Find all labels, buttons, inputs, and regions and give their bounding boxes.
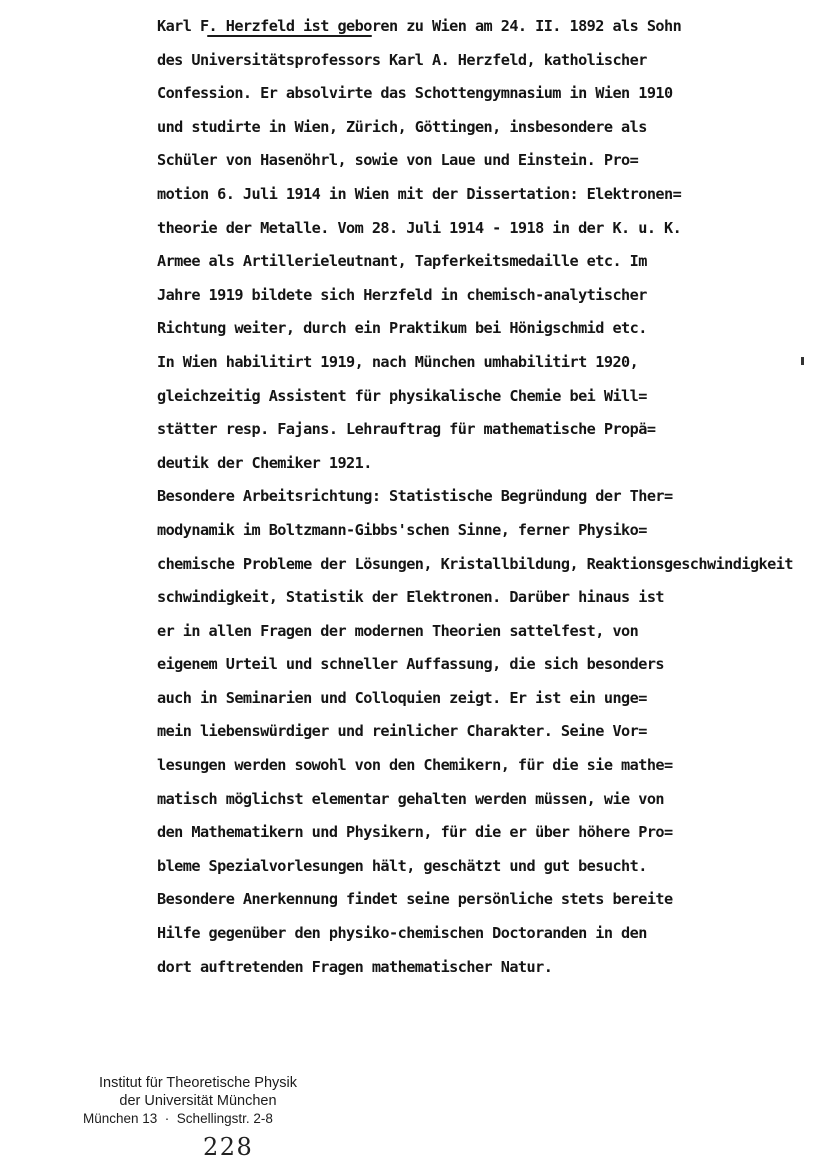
- text-line: Karl F. Herzfeld ist geboren zu Wien am 24. II. 1892 als Sohn: [157, 17, 682, 35]
- text-line: eigenem Urteil und schneller Auffassung, die sich besonders: [157, 655, 665, 674]
- text-line: er in allen Fragen der modernen Theorien sattelfest, von: [157, 621, 639, 640]
- text-line: Jahre 1919 bildete sich Herzfeld in chemisch-analytischer: [157, 285, 647, 304]
- text-line: des Universitätsprofessors Karl A. Herzfeld, katholischer: [157, 50, 647, 69]
- text-line: gleichzeitig Assistent für physikalische Chemie bei Will=: [157, 386, 647, 405]
- text-line: theorie der Metalle. Vom 28. Juli 1914 - 1918 in der K. u. K.: [157, 218, 682, 237]
- typescript-body: [157, 10, 831, 984]
- text-line: motion 6. Juli 1914 in Wien mit der Dissertation: Elektronen=: [157, 184, 682, 203]
- stamp-university-name: der Universität München: [119, 1093, 277, 1109]
- text-line: Hilfe gegenüber den physiko-chemischen Doctoranden in den: [157, 924, 647, 943]
- stamp-institute-name: Institut für Theoretische Physik: [99, 1075, 297, 1091]
- text-line: schwindigkeit, Statistik der Elektronen. Darüber hinaus ist: [157, 588, 665, 607]
- text-line: Schüler von Hasenöhrl, sowie von Laue und Einstein. Pro=: [157, 151, 639, 170]
- text-line: lesungen werden sowohl von den Chemikern, für die sie mathe=: [157, 756, 673, 775]
- text-line: Richtung weiter, durch ein Praktikum bei Hönigschmid etc.: [157, 319, 647, 338]
- text-line: stätter resp. Fajans. Lehrauftrag für mathematische Propä=: [157, 420, 656, 439]
- institute-stamp: [82, 1074, 314, 1128]
- text-line: mein liebenswürdiger und reinlicher Charakter. Seine Vor=: [157, 722, 647, 741]
- text-line: chemische Probleme der Lösungen, Kristallbildung, Reaktionsgeschwindigkeit: [157, 554, 793, 573]
- text-line: den Mathematikern und Physikern, für die er über höhere Pro=: [157, 823, 673, 842]
- text-line: und studirte in Wien, Zürich, Göttingen, insbesondere als: [157, 117, 647, 136]
- text-line: bleme Spezialvorlesungen hält, geschätzt und gut besucht.: [157, 856, 647, 875]
- text-line: In Wien habilitirt 1919, nach München umhabilitirt 1920,: [157, 352, 639, 371]
- text-line: dort auftretenden Fragen mathematischer Natur.: [157, 957, 553, 976]
- text-line: modynamik im Boltzmann-Gibbs'schen Sinne, ferner Physiko=: [157, 520, 647, 539]
- text-line: Armee als Artillerieleutnant, Tapferkeitsmedaille etc. Im: [157, 252, 647, 271]
- page-number: 228: [203, 1133, 254, 1161]
- text-line: Besondere Anerkennung findet seine persönliche stets bereite: [157, 890, 673, 909]
- text-line: deutik der Chemiker 1921.: [157, 453, 372, 472]
- text-line: Confession. Er absolvirte das Schottengymnasium in Wien 1910: [157, 84, 673, 103]
- text-line: Besondere Arbeitsrichtung: Statistische Begründung der Ther=: [157, 487, 673, 506]
- stamp-address: München 13 · Schellingstr. 2-8: [83, 1111, 273, 1126]
- text-line: auch in Seminarien und Colloquien zeigt. Er ist ein unge=: [157, 688, 647, 707]
- text-line: matisch möglichst elementar gehalten werden müssen, wie von: [157, 789, 665, 808]
